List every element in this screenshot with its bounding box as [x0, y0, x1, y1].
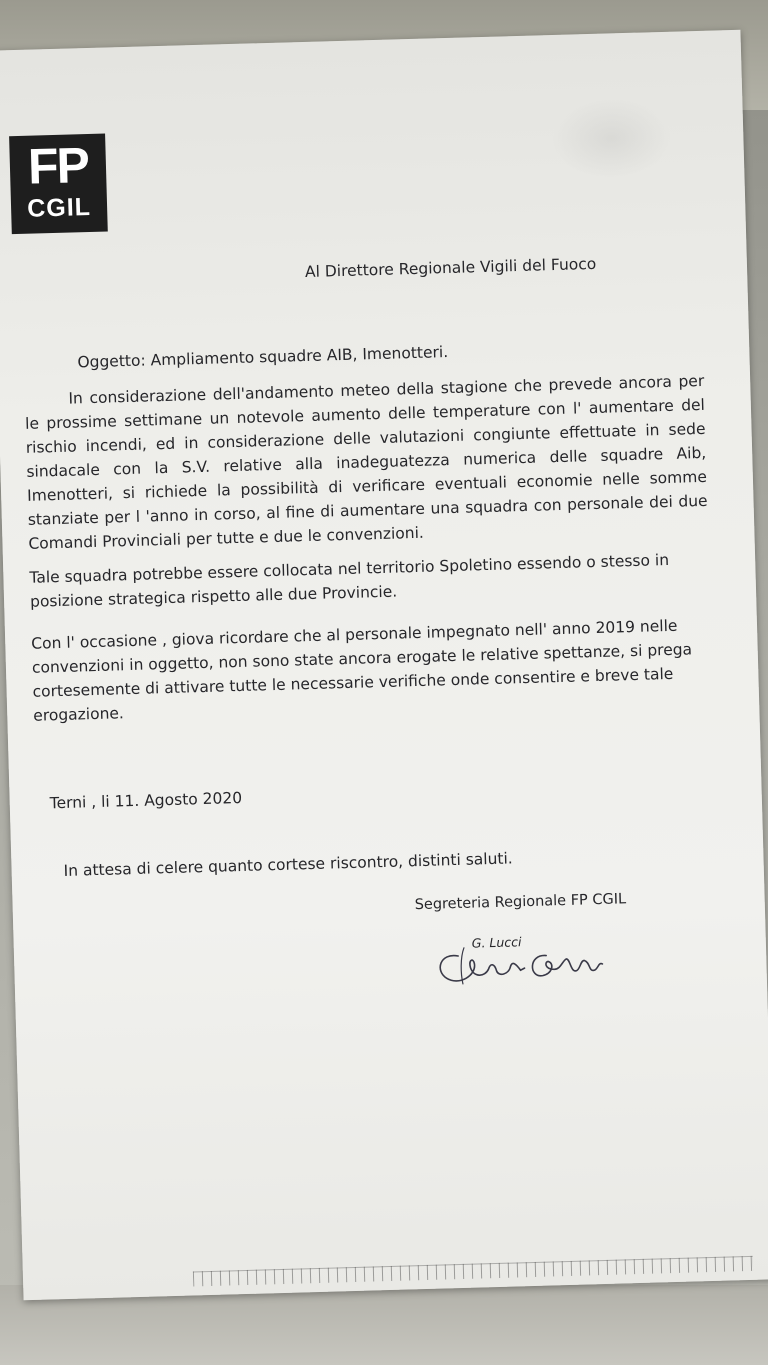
ruler-ticks	[193, 1256, 753, 1287]
secretariat-name: Segreteria Regionale FP CGIL	[414, 891, 627, 914]
addressee: Al Direttore Regionale Vigili del Fuoco	[304, 254, 597, 281]
body-paragraph-3: Con l' occasione , giova ricordare che al personale impegnato nell' anno 2019 nelle convenzioni in oggetto, non sono state ancora erogate le relative spettanze, si prega cortesemente di attivare tutte le necessarie verifiche onde consentire e breve tale erogazione.	[31, 616, 693, 725]
closing-line: In attesa di celere quanto cortese riscontro, distinti saluti.	[63, 849, 513, 880]
signer-name: G. Lucci	[471, 934, 522, 951]
body-paragraph-2: Tale squadra potrebbe essere collocata nel territorio Spoletino essendo o stesso in posizione strategica rispetto alle due Provincie.	[29, 550, 670, 611]
place-and-date: Terni , li 11. Agosto 2020	[49, 788, 243, 813]
fp-cgil-logo	[9, 134, 108, 235]
logo-line-fp: FP	[27, 137, 89, 195]
handwritten-signature	[423, 913, 625, 993]
body-paragraph-1: In considerazione dell'andamento meteo della stagione che prevede ancora per le prossime settimane un notevole aumento delle temperature con l' aumentare del rischio incendi, ed in considerazione delle valutazioni congiunte effettuate in sede sindacale con la S.V. relative alla inadeguatezza numerica delle squadre Aib, Imenotteri, si richiede la possibilità di verificare eventuali economie nelle somme stanziate per l 'anno in corso, al fine di aumentare una squadra con personale dei due Comandi Provinciali per tutte e due le convenzioni.	[24, 371, 708, 553]
subject-line: Oggetto: Ampliamento squadre AIB, Imenotteri.	[77, 343, 449, 372]
show-through-mark	[550, 97, 672, 180]
logo-line-cgil: CGIL	[26, 192, 92, 223]
letter-sheet	[0, 30, 768, 1301]
